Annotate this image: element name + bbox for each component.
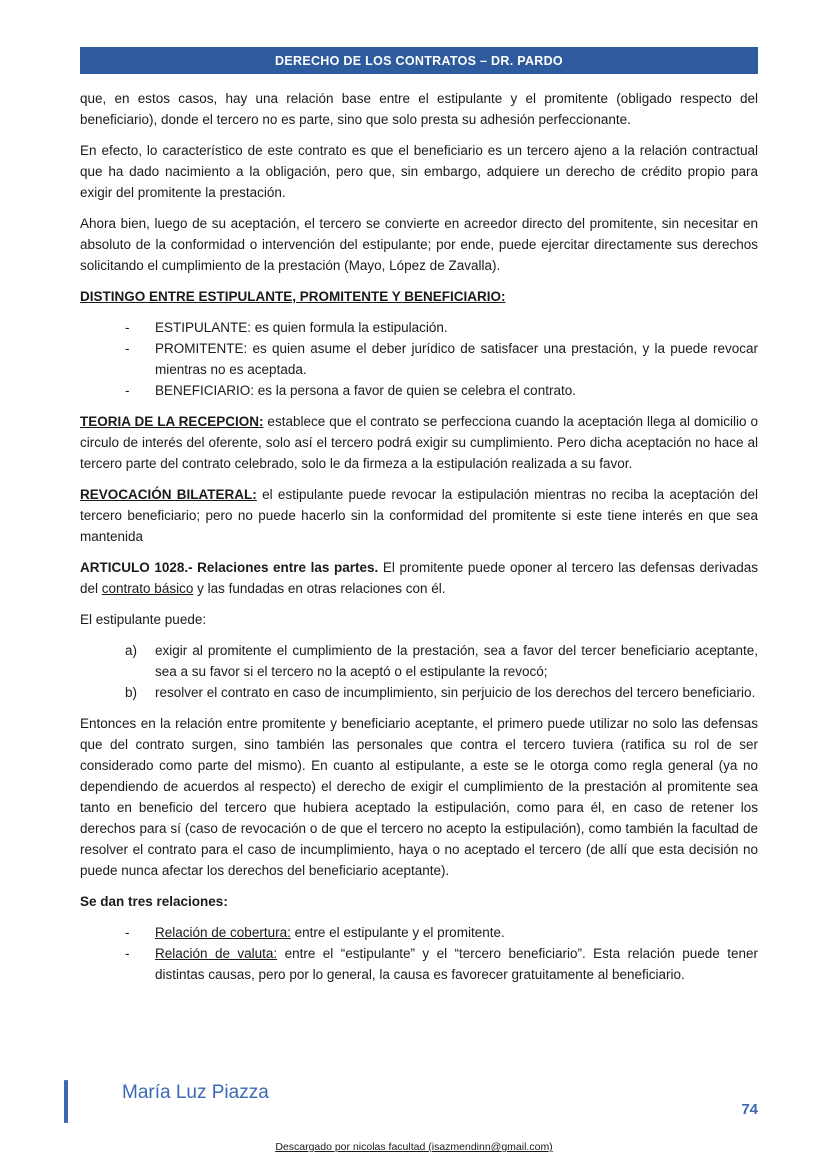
dash-marker: - [125, 946, 130, 961]
list-item-estipulante [80, 317, 758, 338]
list-item-text: exigir al promitente el cumplimiento de la prestación, sea a favor del tercer beneficiario aceptante, sea a su favor si el tercero no la aceptó o el estipulante la revocó; [155, 643, 758, 679]
paragraph-entonces: Entonces en la relación entre promitente y beneficiario aceptante, el primero puede utilizar no solo las defensas que del contrato surgen, sino también las personales que contra el tercero tuviera (ratifica su rol de ser considerado como parte del mismo). En cuanto al estipulante, a este se le otorga como regla general (ya no dependiendo de acuerdos al respecto) el derecho de exigir el cumplimiento de la prestación al promitente sea tanto en beneficio del tercero que hubiera aceptado la estipulación, como para él, en caso de retener los derechos para sí (caso de revocación o de que el tercero no acepto la estipulación), como también la facultad de resolver el contrato para el caso de incumplimiento, haya o no aceptado el tercero (de allí que esta decisión no puede nunca afectar los derechos del beneficiario aceptante). [80, 716, 758, 878]
teoria-text: establece que el contrato se perfecciona cuando la aceptación llega al domicilio o circulo de interés del oferente, solo así el tercero podrá exigir su cumplimiento. Pero dicha aceptación no hace al tercero parte del contrato celebrado, solo le da firmeza a la estipulación realizada a su favor. [80, 414, 758, 471]
valuta-text: entre el “estipulante” y el “tercero beneficiario”. Esta relación puede tener distintas causas, pero por lo general, la causa es favorecer gratuitamente al beneficiario. [155, 946, 759, 982]
list-item-text: ESTIPULANTE: es quien formula la estipulación. [155, 320, 448, 335]
list-item-text [155, 943, 758, 985]
list-item-beneficiario [80, 380, 758, 401]
paragraph-articulo-1028 [80, 557, 758, 599]
list-item-text: BENEFICIARIO: es la persona a favor de quien se celebra el contrato. [155, 383, 576, 398]
document-title: DERECHO DE LOS CONTRATOS – DR. PARDO [275, 54, 563, 68]
articulo-text: El promitente puede oponer al tercero las defensas derivadas del [80, 560, 759, 596]
paragraph-teoria-recepcion [80, 411, 758, 474]
dash-marker: - [125, 320, 130, 335]
list-item-cobertura [80, 922, 758, 943]
lettered-list [80, 640, 758, 703]
relaciones-heading [80, 891, 758, 912]
paragraph-revocacion-bilateral [80, 484, 758, 547]
list-item-text: resolver el contrato en caso de incumplimiento, sin perjuicio de los derechos del tercero beneficiario. [155, 685, 756, 700]
list-item-a [80, 640, 758, 682]
signature-accent-bar [64, 1080, 68, 1123]
dash-marker: - [125, 925, 130, 940]
distingo-heading-text: DISTINGO ENTRE ESTIPULANTE, PROMITENTE Y BENEFICIARIO: [80, 289, 506, 304]
paragraph-ahora-bien: Ahora bien, luego de su aceptación, el tercero se convierte en acreedor directo del promitente, sin necesitar en absoluto de la conformidad o intervención del estipulante; por ende, puede ejercitar directamente sus derechos solicitando el cumplimiento de la prestación (Mayo, López de Zavalla). [80, 216, 758, 273]
paragraph-en-efecto: En efecto, lo característico de este contrato es que el beneficiario es un tercero ajeno a la relación contractual que ha dado nacimiento a la obligación, pero que, sin embargo, adquiere un derecho de crédito propio para exigir del promitente la prestación. [80, 143, 758, 200]
distingo-heading [80, 286, 758, 307]
page-number: 74 [741, 1101, 758, 1118]
relaciones-list [80, 922, 758, 985]
letter-marker: b) [125, 685, 138, 700]
cobertura-lead: Relación de cobertura: [155, 925, 291, 940]
author-signature: María Luz Piazza [122, 1082, 269, 1103]
valuta-lead: Relación de valuta: [155, 946, 278, 961]
articulo-underlined-term: contrato básico [101, 581, 194, 596]
list-item-text: PROMITENTE: es quien asume el deber jurídico de satisfacer una prestación, y la puede revocar mientras no es aceptada. [155, 341, 758, 377]
distingo-list [80, 317, 758, 401]
paragraph-relacion-base: que, en estos casos, hay una relación base entre el estipulante y el promitente (obligado respecto del beneficiario), donde el tercero no es parte, sino que solo presta su adhesión perfeccionante. [80, 91, 758, 127]
download-note: Descargado por nicolas facultad (isazmendinn@gmail.com) [275, 1141, 553, 1153]
page-content [80, 47, 758, 995]
dash-marker: - [125, 383, 130, 398]
list-item-b [80, 682, 758, 703]
list-item-promitente [80, 338, 758, 380]
teoria-lead: TEORIA DE LA RECEPCION: [80, 414, 264, 429]
letter-marker: a) [125, 643, 138, 658]
articulo-text-end: y las fundadas en otras relaciones con él. [193, 581, 446, 596]
relaciones-heading-text: Se dan tres relaciones: [80, 894, 228, 909]
cobertura-text: entre el estipulante y el promitente. [290, 925, 505, 940]
document-header-bar [80, 47, 758, 74]
revocacion-lead: REVOCACIÓN BILATERAL: [80, 487, 257, 502]
articulo-lead: ARTICULO 1028.- Relaciones entre las partes. [80, 560, 379, 575]
revocacion-text: el estipulante puede revocar la estipulación mientras no reciba la aceptación del tercero beneficiario; pero no puede hacerlo sin la conformidad del promitente si este tiene interés en que sea mantenida [80, 487, 759, 544]
paragraph-estipulante-intro: El estipulante puede: [80, 612, 207, 627]
list-item-valuta [80, 943, 758, 985]
list-item-text [155, 922, 758, 943]
dash-marker: - [125, 341, 130, 356]
